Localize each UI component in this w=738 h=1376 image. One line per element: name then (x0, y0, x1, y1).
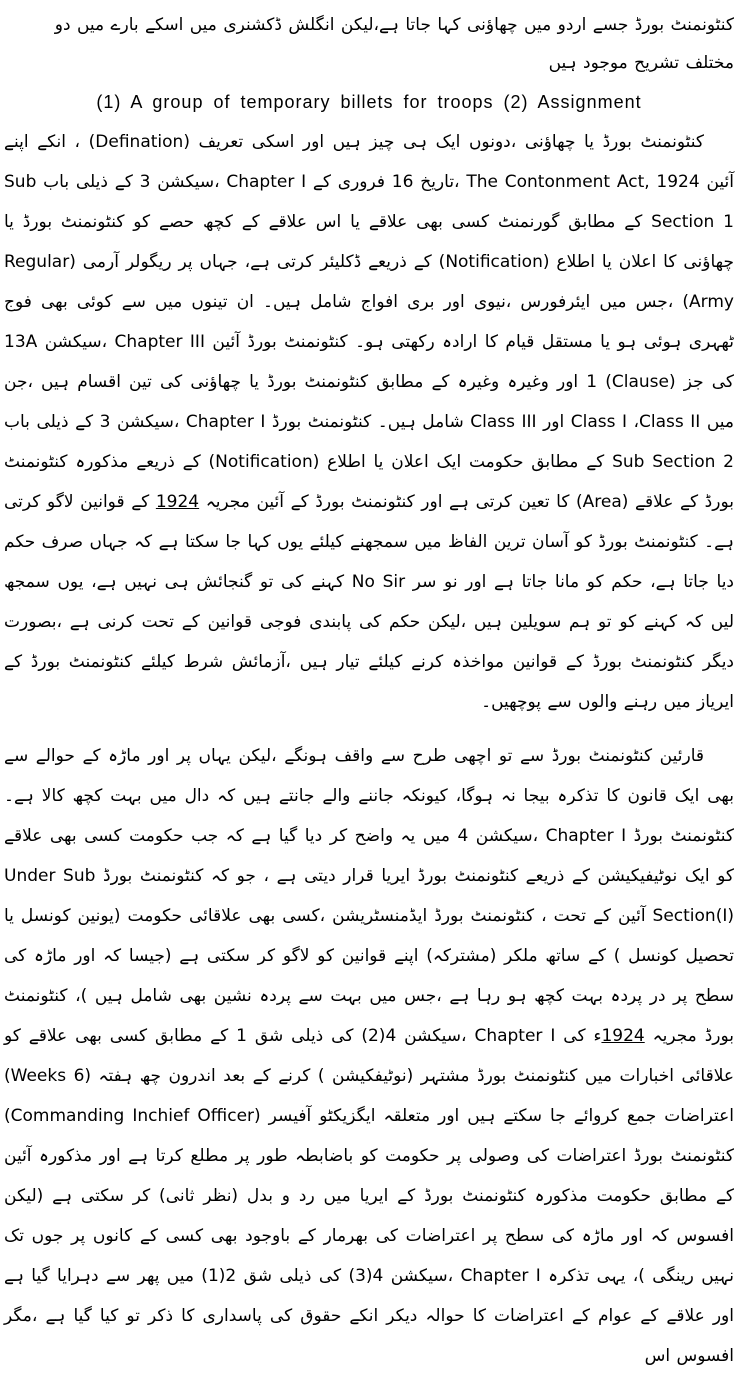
paragraph-1-segment: کے قوانین لاگو کرتی ہے۔ کنٹونمنٹ بورڈ کو آسان ترین الفاظ میں سمجھنے کیلئے یوں کہا جا سکتا ہے کہ جہاں صرف حکم دیا جاتا ہے، حکم کو مانا جاتا ہے اور نو سر No Sir کہنے کی تو گنجائش ہی نہیں ہے، یوں سمجھ لیں کہ کہنے کو تو ہم سویلین ہیں ،لیکن حکم کی پابندی فوجی قوانین کے تحت کرنی ہے ،بصورت دیگر کنٹونمنٹ بورڈ کے قوانین مواخذہ کرنے کیلئے تیار ہیں ،آزمائش شرط کیلئے کنٹونمنٹ بورڈ کے ایریاز میں رہنے والوں سے پوچھیں۔ (4, 492, 734, 712)
english-definitions-line: (1) A group of temporary billets for troops (2) Assignment (96, 92, 642, 112)
paragraph-1-segment: کنٹونمنٹ بورڈ یا چھاؤنی ،دونوں ایک ہی چیز ہیں اور اسکی تعریف (Defination) ، انکے اپنے آئین The Contonment Act, 1924 ،تاریخ 16 فروری کے Chapter I ،سیکشن 3 کے ذیلی باب Sub Section 1 کے مطابق گورنمنٹ کسی بھی علاقے یا اس علاقے کے کچھ حصے کو کنٹونمنٹ بورڈ یا چھاؤنی کا اعلان یا اطلاع (Notification) کے ذریعے ڈکلیئر کرتی ہے، جہاں پر ریگولر آرمی (Regular Army) ،جس میں ایئرفورس ،نیوی اور بری افواج شامل ہیں۔ ان تینوں میں سے کوئی بھی فوج ٹھہری ہوئی ہو یا مستقل قیام کا ارادہ رکھتی ہو۔ کنٹونمنٹ بورڈ آئین Chapter III ،سیکشن 13A کی جز (Clause) 1 اور وغیرہ وغیرہ کے مطابق کنٹونمنٹ بورڈ یا چھاؤنی کی تین اقسام ہیں ،جن میں Class I ،Class II اور Class III شامل ہیں۔ کنٹونمنٹ بورڈ Chapter I ،سیکشن 3 کے ذیلی باب Sub Section 2 کے مطابق حکومت ایک اعلان یا اطلاع (Notification) کے ذریعے مذکورہ کنٹونمنٹ بورڈ کے علاقے (Area) کا تعین کرتی ہے اور کنٹونمنٹ بورڈ کے آئین مجریہ (4, 132, 735, 512)
intro-line: کنٹونمنٹ بورڈ جسے اردو میں چھاؤنی کہا جاتا ہے،لیکن انگلش ڈکشنری میں اسکے بارے میں دو مختلف تشریح موجود ہیں (54, 15, 734, 73)
year-1924-underlined: 1924 (601, 1026, 645, 1046)
paragraph-cantonment-act (4, 122, 734, 722)
paragraph-readers-objections (4, 736, 734, 1376)
year-1924-underlined: 1924 (155, 492, 200, 512)
paragraph-2-segment: ء کی Chapter I ،سیکشن 4(2) کی ذیلی شق 1 کے مطابق کسی بھی علاقے کو علاقائی اخبارات میں کنٹونمنٹ بورڈ مشتہر (نوٹیفکیشن ) کرنے کے بعد اندرون چھ ہفتہ (6 Weeks) اعتراضات جمع کروائے جا سکتے ہیں اور متعلقہ ایگزیکٹو آفیسر (Commanding Inchief Officer) کنٹونمنٹ بورڈ اعتراضات کی وصولی پر حکومت کو باضابطہ طور پر مطلع کرتا ہے اور مذکورہ آئین کے مطابق حکومت مذکورہ کنٹونمنٹ بورڈ کے ایریا میں رد و بدل (نظر ثانی) کر سکتی ہے (لیکن افسوس کہ اور ماڑہ کی سطح پر اعتراضات کی بھرمار کے باوجود بھی کسی کے کانوں پر جوں تک نہیں رینگی )، یہی تذکرہ Chapter I ،سیکشن 4(3) کی ذیلی شق 2(1) میں پھر سے دہرایا گیا ہے اور علاقے کے عوام کے اعتراضات کا حوالہ دیکر انکے حقوق کی پاسداری کا ذکر تو کیا گیا ہے ،مگر افسوس اس (4, 1026, 735, 1366)
paragraph-2-segment: قارئین کنٹونمنٹ بورڈ سے تو اچھی طرح سے واقف ہونگے ،لیکن یہاں پر اور ماڑہ کے حوالے سے بھی ایک قانون کا تذکرہ بیجا نہ ہوگا، کیونکہ جاننے والے جانتے ہیں کہ دال میں بہت کچھ کالا ہے۔ کنٹونمنٹ بورڈ Chapter I ،سیکشن 4 میں یہ واضح کر دیا گیا ہے کہ جب حکومت کسی بھی علاقے کو ایک نوٹیفیکیشن کے ذریعے کنٹونمنٹ بورڈ ایریا قرار دیتی ہے ، جو کہ کنٹونمنٹ بورڈ Under Sub Section(I) آئین کے تحت ، کنٹونمنٹ بورڈ ایڈمنسٹریشن ،کسی بھی علاقائی حکومت (یونین کونسل یا تحصیل کونسل ) کے ساتھ ملکر (مشترکہ) اپنے قوانین کو لاگو کر سکتی ہے (جیسا کہ اور ماڑہ کی سطح پر در پردہ بہت کچھ ہو رہا ہے ،جس میں بہت سے پردہ نشین بھی شامل ہیں )، کنٹونمنٹ بورڈ مجریہ (4, 746, 735, 1046)
